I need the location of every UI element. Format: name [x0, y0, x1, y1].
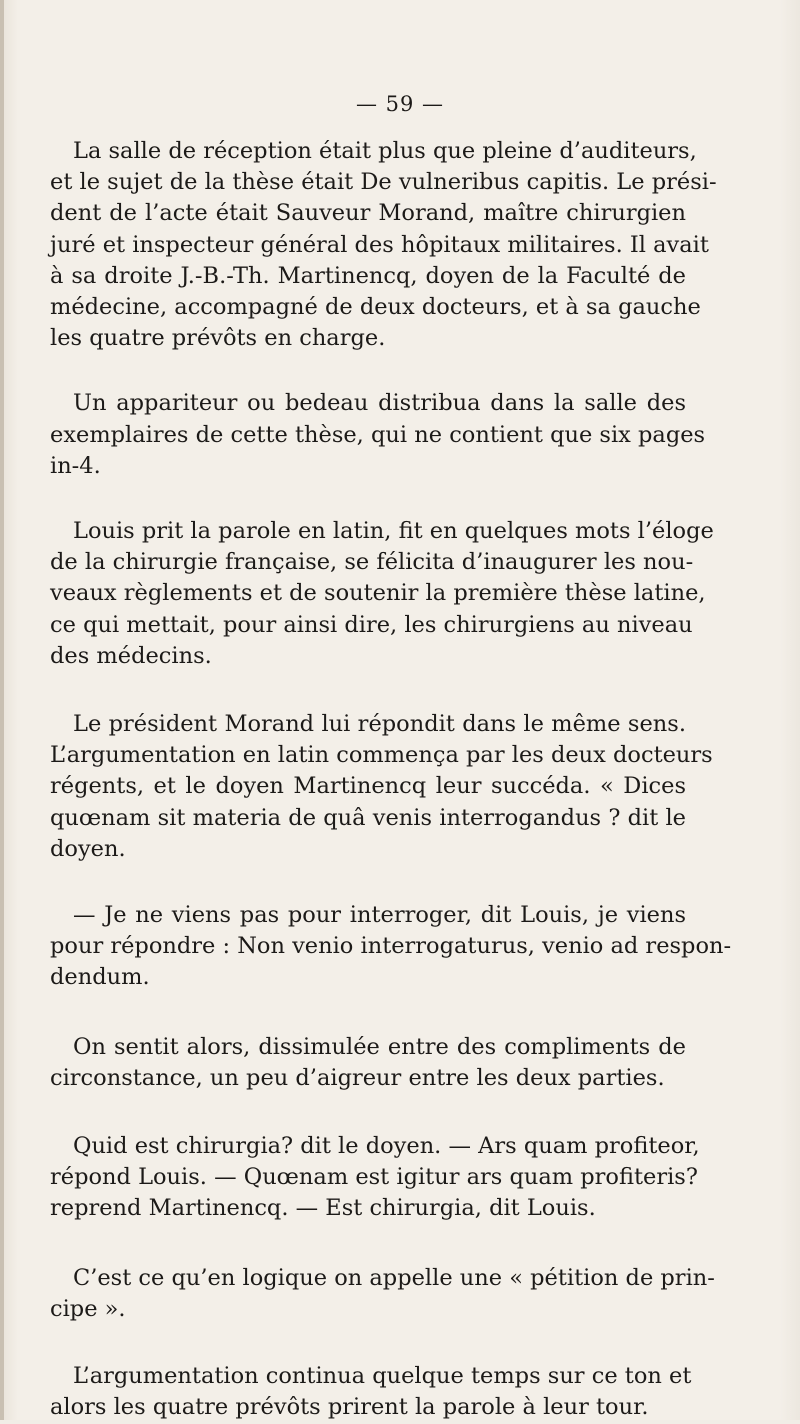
text-line: L’argumentation en latin commença par les deux docteurs	[50, 742, 713, 769]
text-line: reprend Martinencq. — Est chirurgia, dit Louis.	[50, 1195, 596, 1222]
text-line: C’est ce qu’en logique on appelle une « pétition de prin-	[73, 1264, 715, 1291]
text-line: cipe ».	[50, 1295, 126, 1322]
text-line: pour répondre : Non venio interrogaturus, venio ad respon-	[50, 933, 732, 960]
text-line: dent de l’acte était Sauveur Morand, maître chirurgien	[50, 200, 686, 227]
text-line: de la chirurgie française, se félicita d’inaugurer les nou-	[50, 549, 694, 576]
text-line: Un appariteur ou bedeau distribua dans la salle des	[73, 390, 686, 417]
text-line: régents, et le doyen Martinencq leur succéda. « Dices	[50, 773, 686, 800]
paragraph	[50, 388, 706, 482]
text-body	[50, 136, 732, 1424]
text-line: Louis prit la parole en latin, fit en quelques mots l’éloge	[73, 518, 714, 545]
text-line: doyen.	[50, 835, 126, 862]
text-line: On sentit alors, dissimulée entre des compliments de	[73, 1033, 686, 1060]
paragraph	[50, 1361, 692, 1423]
text-line: — Je ne viens pas pour interroger, dit Louis, je viens	[73, 902, 686, 929]
text-line: et le sujet de la thèse était De vulneribus capitis. Le prési-	[50, 169, 717, 196]
text-line: Le président Morand lui répondit dans le même sens.	[73, 711, 686, 738]
text-line: Quid est chirurgia? dit le doyen. — Ars quam profiteor,	[73, 1133, 700, 1160]
text-line: les quatre prévôts en charge.	[50, 325, 386, 352]
paragraph	[50, 1131, 700, 1225]
paragraph	[50, 1263, 715, 1325]
text-line: in-4.	[50, 452, 101, 479]
paragraph	[50, 709, 713, 865]
text-line: des médecins.	[50, 642, 212, 669]
paragraph	[50, 900, 732, 994]
text-line: L’argumentation continua quelque temps sur ce ton et	[73, 1363, 692, 1390]
text-line: exemplaires de cette thèse, qui ne contient que six pages	[50, 421, 706, 448]
text-line: médecine, accompagné de deux docteurs, et à sa gauche	[50, 294, 701, 321]
text-line: dendum.	[50, 964, 150, 991]
text-line: La salle de réception était plus que pleine d’auditeurs,	[73, 138, 697, 164]
text-line: à sa droite J.-B.-Th. Martinencq, doyen de la Faculté de	[50, 262, 686, 289]
paragraph	[50, 136, 717, 354]
paragraph	[50, 1032, 686, 1094]
text-line: ce qui mettait, pour ainsi dire, les chirurgiens au niveau	[50, 611, 693, 638]
page-gutter	[0, 0, 4, 1420]
text-line: veaux règlements et de soutenir la première thèse latine,	[50, 580, 706, 607]
text-line: circonstance, un peu d’aigreur entre les deux parties.	[50, 1064, 665, 1091]
page-number: — 59 —	[355, 92, 445, 116]
paragraph	[50, 516, 714, 672]
text-line: alors les quatre prévôts prirent la parole à leur tour.	[50, 1394, 649, 1421]
text-line: juré et inspecteur général des hôpitaux militaires. Il avait	[50, 231, 709, 258]
text-line: répond Louis. — Quœnam est igitur ars quam profiteris?	[50, 1164, 698, 1191]
text-line: quœnam sit materia de quâ venis interrogandus ? dit le	[50, 804, 686, 831]
